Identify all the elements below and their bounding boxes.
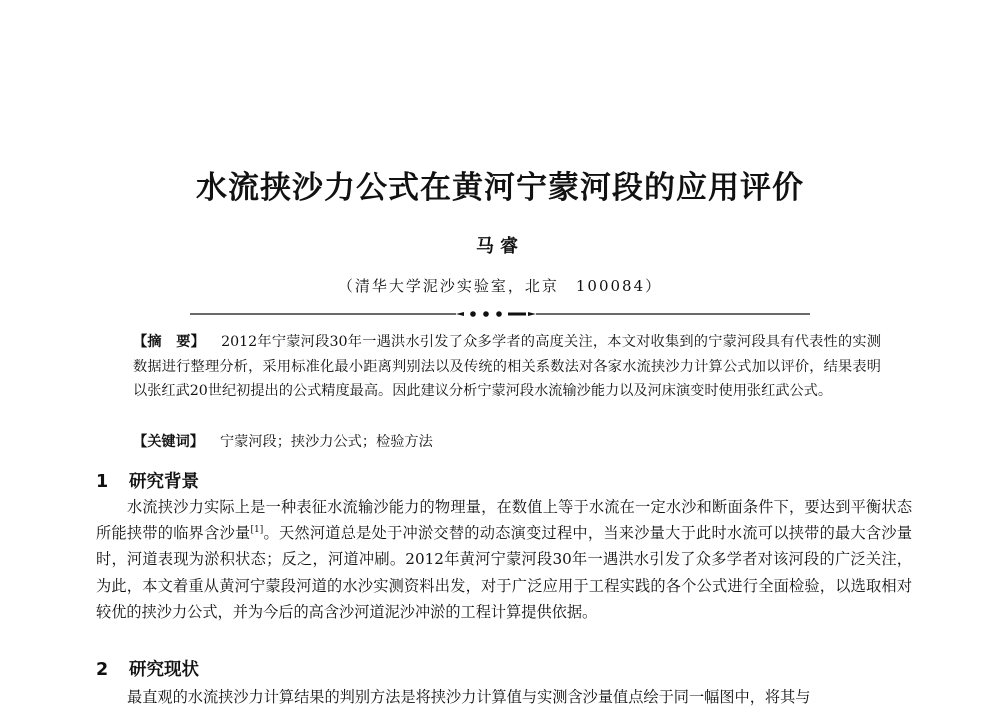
abstract [133, 330, 881, 404]
keywords [133, 430, 881, 454]
section-heading-2 [96, 656, 199, 681]
section-title-1: 研究背景 [129, 472, 199, 492]
author-name: 马睿 [476, 236, 524, 257]
abstract-label: 【摘 要】 [133, 334, 206, 350]
section1-text-b: 。天然河道总是处于冲淤交替的动态演变过程中，当来沙量大于此时水流可以挟带的最大含沙量时，河道表现为淤积状态；反之，河道冲刷。2012年黄河宁蒙河段30年一遇洪水引发了众多学者对该河段的广泛关注，为此，本文着重从黄河宁蒙段河道的水沙实测资料出发，对于广泛应用于工程实践的各个公式进行全面检验，以选取相对较优的挟沙力公式，并为今后的高含沙河道泥沙冲淤的工程计算提供依据。 [96, 524, 913, 621]
section-heading-1 [96, 468, 199, 493]
section1-text-a: 水流挟沙力实际上是一种表征水流输沙能力的物理量，在数值上等于水流在一定水沙和断面条件下，要达到平衡状态所能挟带的临界含沙量 [96, 498, 912, 543]
keywords-label: 【关键词】 [133, 434, 204, 450]
section-number-1: 1 [96, 472, 109, 492]
section-body-1 [96, 494, 912, 625]
section-number-2: 2 [96, 660, 109, 680]
section-body-2: 最直观的水流挟沙力计算结果的判别方法是将挟沙力计算值与实测含沙量值点绘于同一幅图中，将其与 [127, 688, 811, 706]
author-affiliation: （清华大学泥沙实验室，北京 100084） [337, 277, 663, 295]
section-title-2: 研究现状 [129, 660, 199, 680]
abstract-text: 2012年宁蒙河段30年一遇洪水引发了众多学者的高度关注，本文对收集到的宁蒙河段具有代表性的实测数据进行整理分析，采用标准化最小距离判别法以及传统的相关系数法对各家水流挟沙力计算公式加以评价，结果表明以张红武20世纪初提出的公式精度最高。因此建议分析宁蒙河段水流输沙能力以及河床演变时使用张红武公式。 [133, 334, 881, 399]
citation-ref: [1] [250, 525, 264, 536]
keywords-text: 宁蒙河段；挟沙力公式；检验方法 [219, 434, 433, 450]
paper-title: 水流挟沙力公式在黄河宁蒙河段的应用评价 [196, 170, 804, 206]
title-divider [190, 307, 810, 321]
